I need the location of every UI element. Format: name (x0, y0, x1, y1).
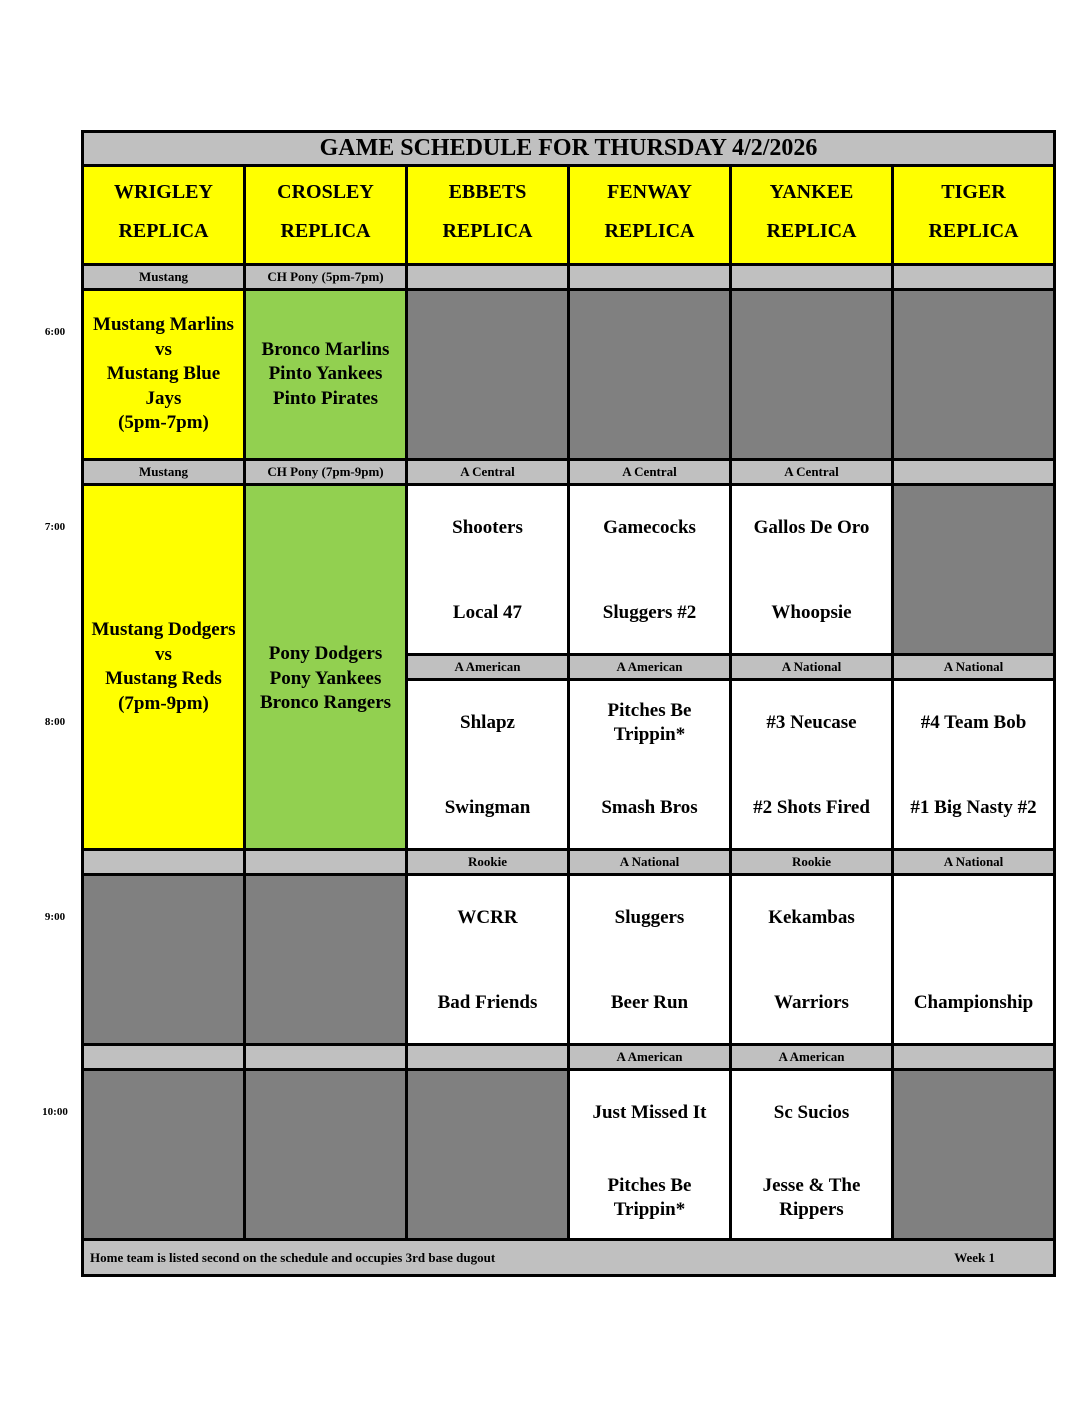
away-team: Kekambas (768, 907, 855, 928)
field-header-crosley (246, 167, 405, 263)
game-cell-yankee-8 (732, 681, 891, 848)
division-label (732, 266, 891, 288)
empty-slot (894, 486, 1053, 653)
division-label: A Central (570, 461, 729, 483)
field-header-fenway (570, 167, 729, 263)
division-label: A National (894, 656, 1053, 678)
home-team: Local 47 (452, 602, 523, 623)
game-cell-fenway-9 (570, 876, 729, 1043)
division-label (246, 851, 405, 873)
field-sub: REPLICA (604, 220, 695, 242)
time-label: 10:00 (42, 1106, 68, 1118)
game-cell-wrigley-6: Mustang Marlins vs Mustang Blue Jays (5pm-7pm) (84, 291, 243, 458)
away-team: Gamecocks (603, 517, 696, 538)
schedule-table (81, 130, 1056, 1277)
field-name: EBBETS (448, 181, 527, 203)
field-header-tiger (894, 167, 1053, 263)
division-label: Mustang (84, 266, 243, 288)
division-label (570, 266, 729, 288)
division-label: A Central (408, 461, 567, 483)
footer-note: Home team is listed second on the schedule and occupies 3rd base dugout (90, 1249, 496, 1265)
game-cell-tiger-8 (894, 681, 1053, 848)
game-cell-yankee-9 (732, 876, 891, 1043)
away-team: Shooters (452, 517, 523, 538)
home-team: Pitches Be Trippin* (607, 1175, 692, 1220)
division-label (894, 1046, 1053, 1068)
field-name: CROSLEY (277, 181, 374, 203)
game-cell-fenway-7 (570, 486, 729, 653)
away-team: Just Missed It (592, 1102, 707, 1123)
empty-slot (246, 876, 405, 1043)
home-team: #1 Big Nasty #2 (910, 797, 1037, 818)
empty-slot (894, 291, 1053, 458)
division-label: A National (894, 851, 1053, 873)
empty-slot (570, 291, 729, 458)
away-team: Gallos De Oro (753, 517, 870, 538)
home-team: Smash Bros (601, 797, 698, 818)
away-team: #3 Neucase (766, 712, 857, 733)
empty-slot (732, 291, 891, 458)
time-label: 8:00 (44, 716, 66, 728)
home-team: Sluggers #2 (602, 602, 697, 623)
field-sub: REPLICA (442, 220, 533, 242)
home-team: Championship (913, 992, 1034, 1013)
game-cell-fenway-10 (570, 1071, 729, 1238)
game-cell-tiger-9 (894, 876, 1053, 1043)
division-label (84, 1046, 243, 1068)
field-name: WRIGLEY (114, 181, 213, 203)
game-cell-ebbets-9 (408, 876, 567, 1043)
field-header-wrigley (84, 167, 243, 263)
field-sub: REPLICA (928, 220, 1019, 242)
division-label (408, 266, 567, 288)
division-label (84, 851, 243, 873)
field-sub: REPLICA (118, 220, 209, 242)
week-label: Week 1 (954, 1249, 995, 1265)
division-label: CH Pony (5pm-7pm) (246, 266, 405, 288)
home-team: Beer Run (610, 992, 689, 1013)
time-label: 9:00 (44, 911, 66, 923)
footer (84, 1241, 1053, 1274)
field-sub: REPLICA (766, 220, 857, 242)
division-label: A American (570, 1046, 729, 1068)
game-cell-fenway-8 (570, 681, 729, 848)
away-team: WCRR (457, 907, 518, 928)
division-label (894, 266, 1053, 288)
division-label: Rookie (732, 851, 891, 873)
home-team: #2 Shots Fired (753, 797, 870, 818)
field-name: FENWAY (607, 181, 692, 203)
game-cell-wrigley-7: Mustang Dodgers vs Mustang Reds (7pm-9pm) (84, 486, 243, 848)
division-label: A National (570, 851, 729, 873)
game-cell-yankee-7 (732, 486, 891, 653)
division-label: Rookie (408, 851, 567, 873)
division-label: Mustang (84, 461, 243, 483)
game-cell-ebbets-8 (408, 681, 567, 848)
division-label: A American (408, 656, 567, 678)
division-label (246, 1046, 405, 1068)
home-team: Whoopsie (771, 602, 852, 623)
empty-slot (84, 1071, 243, 1238)
home-team: Jesse & The Rippers (762, 1175, 861, 1220)
game-cell-crosley-7: Pony Dodgers Pony Yankees Bronco Rangers (246, 486, 405, 848)
division-label: A Central (732, 461, 891, 483)
game-cell-crosley-6: Bronco Marlins Pinto Yankees Pinto Pirates (246, 291, 405, 458)
field-sub: REPLICA (280, 220, 371, 242)
field-header-yankee (732, 167, 891, 263)
division-label: A National (732, 656, 891, 678)
schedule-title: GAME SCHEDULE FOR THURSDAY 4/2/2026 (84, 133, 1053, 164)
time-label: 7:00 (44, 521, 66, 533)
division-label (894, 461, 1053, 483)
empty-slot (408, 291, 567, 458)
home-team: Swingman (444, 797, 531, 818)
division-label: CH Pony (7pm-9pm) (246, 461, 405, 483)
away-team: Pitches Be Trippin* (607, 700, 692, 745)
home-team: Warriors (774, 992, 849, 1013)
home-team: Bad Friends (437, 992, 538, 1013)
division-label: A American (570, 656, 729, 678)
division-label: A American (732, 1046, 891, 1068)
time-label: 6:00 (44, 326, 66, 338)
away-team: Shlapz (460, 712, 515, 733)
empty-slot (408, 1071, 567, 1238)
empty-slot (894, 1071, 1053, 1238)
field-name: YANKEE (769, 181, 854, 203)
empty-slot (246, 1071, 405, 1238)
empty-slot (84, 876, 243, 1043)
away-team: #4 Team Bob (920, 712, 1027, 733)
away-team: Sluggers (614, 907, 685, 928)
division-label (408, 1046, 567, 1068)
game-cell-yankee-10 (732, 1071, 891, 1238)
game-cell-ebbets-7 (408, 486, 567, 653)
field-name: TIGER (941, 181, 1006, 203)
field-header-ebbets (408, 167, 567, 263)
away-team: Sc Sucios (773, 1102, 850, 1123)
